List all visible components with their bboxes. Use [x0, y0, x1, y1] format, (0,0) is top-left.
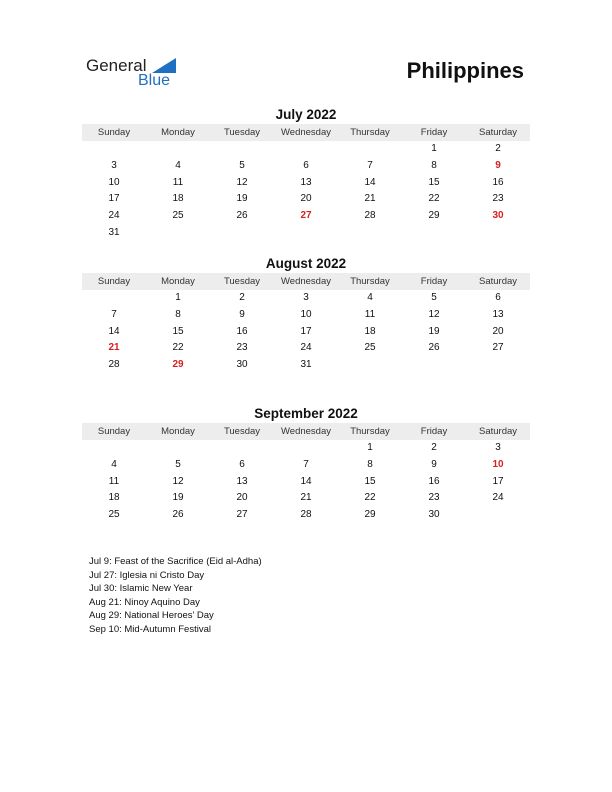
month-july [82, 106, 530, 242]
week-row [82, 141, 530, 158]
weekday-label: Wednesday [281, 276, 331, 287]
day-cell: 29 [428, 210, 440, 222]
empty-day-cell [274, 225, 338, 242]
day-cell: 22 [428, 193, 440, 205]
holiday-item: Aug 29: National Heroes’ Day [89, 610, 214, 622]
week-row [82, 290, 530, 307]
day-cell: 23 [428, 492, 440, 504]
holiday-list [89, 555, 262, 637]
day-cell: 21 [300, 492, 312, 504]
weekday-label: Friday [420, 127, 448, 138]
week-row [82, 440, 530, 457]
empty-day-cell [82, 440, 146, 457]
empty-day-cell [466, 225, 530, 242]
holiday-day-cell: 30 [492, 210, 504, 222]
logo-text-blue: Blue [138, 72, 171, 89]
empty-day-cell [82, 290, 146, 307]
day-cell: 4 [175, 159, 181, 171]
empty-day-cell [338, 141, 402, 158]
day-cell: 8 [175, 308, 181, 320]
country-title: Philippines [406, 58, 524, 83]
day-cell: 25 [108, 509, 120, 521]
month-title: July 2022 [275, 107, 337, 122]
day-cell: 14 [300, 475, 312, 487]
day-cell: 10 [108, 176, 120, 188]
week-row [82, 474, 530, 491]
weekday-label: Thursday [350, 276, 390, 287]
day-cell: 26 [236, 210, 248, 222]
day-cell: 30 [236, 359, 248, 371]
day-cell: 12 [428, 308, 440, 320]
day-cell: 28 [108, 359, 120, 371]
day-cell: 19 [236, 193, 248, 205]
week-row [82, 490, 530, 507]
day-cell: 6 [239, 458, 245, 470]
day-cell: 16 [492, 176, 504, 188]
day-cell: 23 [492, 193, 504, 205]
day-cell: 2 [239, 292, 245, 303]
weekday-label: Wednesday [281, 426, 331, 437]
week-row [82, 340, 530, 357]
day-cell: 24 [300, 342, 312, 354]
day-cell: 13 [300, 176, 312, 188]
month-grid [82, 440, 530, 524]
holiday-day-cell: 10 [492, 458, 504, 470]
day-cell: 17 [300, 325, 312, 337]
day-cell: 9 [431, 458, 437, 470]
month-grid [82, 290, 530, 374]
empty-day-cell [466, 357, 530, 374]
weekday-header [82, 423, 530, 440]
day-cell: 21 [364, 193, 376, 205]
day-cell: 25 [364, 342, 376, 354]
weekday-label: Friday [420, 276, 448, 287]
month-september [82, 405, 530, 524]
day-cell: 16 [428, 475, 440, 487]
day-cell: 8 [367, 458, 373, 470]
week-row [82, 457, 530, 474]
logo-triangle-icon [152, 58, 176, 73]
holiday-day-cell: 21 [108, 342, 120, 354]
month-grid [82, 141, 530, 242]
empty-day-cell [338, 357, 402, 374]
day-cell: 2 [495, 143, 501, 154]
day-cell: 20 [492, 325, 504, 337]
day-cell: 23 [236, 342, 248, 354]
weekday-label: Monday [161, 426, 195, 437]
day-cell: 15 [172, 325, 184, 337]
week-row [82, 175, 530, 192]
day-cell: 17 [492, 475, 504, 487]
week-row [82, 307, 530, 324]
day-cell: 6 [303, 159, 309, 171]
day-cell: 31 [108, 226, 120, 238]
weekday-header [82, 124, 530, 141]
day-cell: 5 [239, 159, 245, 171]
month-title: August 2022 [265, 256, 347, 271]
holiday-item: Jul 9: Feast of the Sacrifice (Eid al-Adha) [89, 556, 262, 567]
logo-text-general: General [86, 56, 147, 75]
month-title: September 2022 [254, 406, 358, 421]
weekday-label: Thursday [350, 426, 390, 437]
day-cell: 17 [108, 193, 120, 205]
day-cell: 19 [172, 492, 184, 504]
day-cell: 3 [495, 442, 501, 453]
weekday-label: Saturday [478, 127, 518, 138]
empty-day-cell [210, 141, 274, 158]
day-cell: 30 [428, 509, 440, 521]
holiday-day-cell: 27 [300, 210, 312, 222]
day-cell: 26 [428, 342, 440, 354]
generalblue-logo [86, 56, 186, 92]
weekday-label: Sunday [97, 426, 131, 437]
day-cell: 18 [108, 492, 120, 504]
empty-day-cell [274, 141, 338, 158]
empty-day-cell [466, 507, 530, 524]
day-cell: 3 [111, 159, 117, 171]
empty-day-cell [402, 225, 466, 242]
empty-day-cell [146, 225, 210, 242]
day-cell: 3 [303, 292, 309, 303]
weekday-header [82, 273, 530, 290]
weekday-label: Monday [161, 127, 195, 138]
day-cell: 28 [300, 509, 312, 521]
holiday-item: Sep 10: Mid-Autumn Festival [89, 623, 211, 635]
day-cell: 1 [431, 143, 437, 154]
day-cell: 20 [236, 492, 248, 504]
day-cell: 8 [431, 159, 437, 171]
week-row [82, 208, 530, 225]
empty-day-cell [146, 440, 210, 457]
day-cell: 7 [111, 308, 117, 320]
day-cell: 1 [175, 292, 181, 303]
holiday-item: Aug 21: Ninoy Aquino Day [89, 596, 200, 608]
day-cell: 13 [236, 475, 248, 487]
day-cell: 24 [492, 492, 504, 504]
day-cell: 25 [172, 210, 184, 222]
day-cell: 20 [300, 193, 312, 205]
day-cell: 14 [364, 176, 376, 188]
week-row [82, 225, 530, 242]
holiday-item: Jul 27: Iglesia ni Cristo Day [89, 569, 205, 581]
weekday-label: Saturday [478, 426, 518, 437]
empty-day-cell [82, 141, 146, 158]
day-cell: 7 [367, 159, 373, 171]
day-cell: 11 [172, 176, 184, 188]
holiday-day-cell: 29 [172, 359, 184, 371]
empty-day-cell [210, 440, 274, 457]
day-cell: 24 [108, 210, 120, 222]
day-cell: 11 [108, 475, 120, 487]
week-row [82, 158, 530, 175]
day-cell: 13 [492, 308, 504, 320]
empty-day-cell [210, 225, 274, 242]
day-cell: 31 [300, 359, 312, 371]
day-cell: 6 [495, 292, 501, 303]
weekday-label: Sunday [97, 127, 131, 138]
day-cell: 22 [172, 342, 184, 354]
day-cell: 26 [172, 509, 184, 521]
day-cell: 12 [172, 475, 184, 487]
day-cell: 27 [492, 342, 504, 354]
day-cell: 11 [364, 308, 376, 320]
empty-day-cell [146, 141, 210, 158]
month-august [82, 255, 530, 374]
day-cell: 12 [236, 176, 248, 188]
day-cell: 4 [111, 458, 117, 470]
weekday-label: Tuesday [223, 127, 261, 138]
day-cell: 2 [431, 442, 437, 453]
day-cell: 18 [364, 325, 376, 337]
day-cell: 9 [239, 308, 245, 320]
day-cell: 16 [236, 325, 248, 337]
week-row [82, 324, 530, 341]
week-row [82, 191, 530, 208]
day-cell: 4 [367, 292, 373, 303]
day-cell: 29 [364, 509, 376, 521]
day-cell: 15 [428, 176, 440, 188]
day-cell: 14 [108, 325, 120, 337]
weekday-label: Wednesday [281, 127, 331, 138]
weekday-label: Monday [161, 276, 195, 287]
weekday-label: Thursday [350, 127, 390, 138]
weekday-label: Sunday [97, 276, 131, 287]
weekday-label: Friday [420, 426, 448, 437]
week-row [82, 357, 530, 374]
week-row [82, 507, 530, 524]
weekday-label: Tuesday [223, 426, 261, 437]
day-cell: 22 [364, 492, 376, 504]
day-cell: 28 [364, 210, 376, 222]
empty-day-cell [402, 357, 466, 374]
day-cell: 15 [364, 475, 376, 487]
day-cell: 10 [300, 308, 312, 320]
weekday-label: Tuesday [223, 276, 261, 287]
weekday-label: Saturday [478, 276, 518, 287]
holiday-item: Jul 30: Islamic New Year [89, 583, 193, 595]
day-cell: 19 [428, 325, 440, 337]
empty-day-cell [274, 440, 338, 457]
day-cell: 1 [367, 442, 373, 453]
day-cell: 5 [431, 292, 437, 303]
day-cell: 7 [303, 458, 309, 470]
day-cell: 27 [236, 509, 248, 521]
empty-day-cell [338, 225, 402, 242]
day-cell: 5 [175, 458, 181, 470]
holiday-day-cell: 9 [495, 159, 501, 171]
day-cell: 18 [172, 193, 184, 205]
